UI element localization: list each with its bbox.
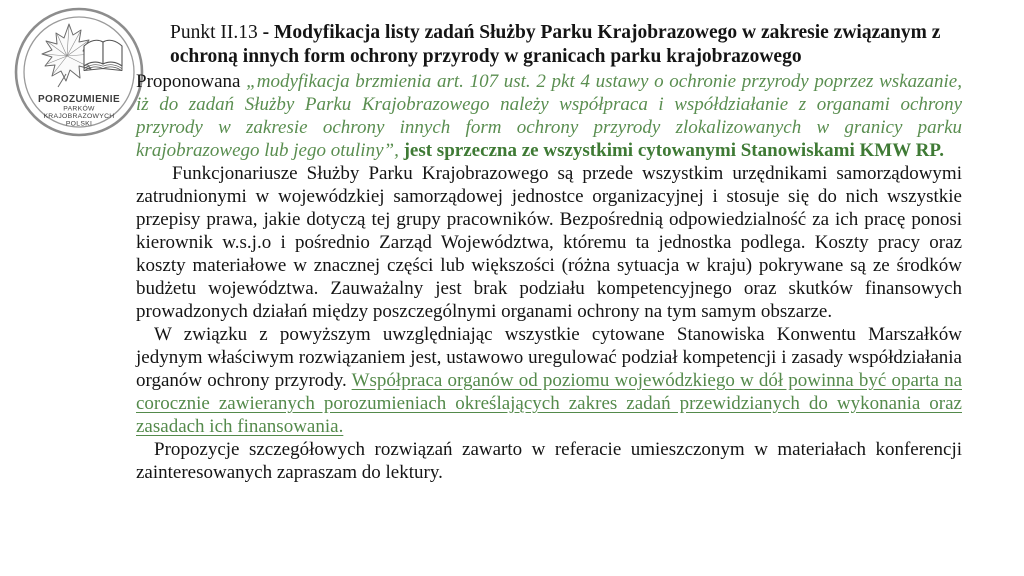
title-item-number: Punkt II.13 <box>170 22 263 43</box>
paragraph-conclusions-intro: W związku z powyższym uwzględniając wszystkie cytowane Stanowiska Konwentu Marszałków jedynym właściwym rozwiązaniem jest, ustawowo uregulować podział kompetencji i zasady współdziałania organów ochrony przyrody. <box>136 324 962 391</box>
proposal-conclusion-text: jest sprzeczna ze wszystkimi cytowanymi Stanowiskami KMW RP. <box>403 140 944 161</box>
paragraph-conclusions-highlight: Współpraca organów od poziomu wojewódzkiego w dół powinna być oparta na corocznie zawieranych porozumieniach określających zakres zadań przewidzianych do wykonania oraz zasadach ich finansowania. <box>136 370 962 437</box>
logo-text-polski: POLSKI <box>65 120 93 128</box>
logo-porozumienie-parkow-krajobrazowych <box>11 4 147 140</box>
proposal-paragraph <box>136 70 962 162</box>
page-title <box>170 21 952 69</box>
logo-text-parkow: PARKÓW <box>63 105 95 113</box>
logo-text-porozumienie: POROZUMIENIE <box>37 94 121 105</box>
document-body <box>136 21 962 484</box>
paragraph-invitation: Propozycje szczegółowych rozwiązań zawarto w referacie umieszczonym w materiałach konferencji zainteresowanych zapraszam do lektury. <box>136 439 962 483</box>
logo-text-krajobrazowych: KRAJOBRAZOWYCH <box>43 113 115 120</box>
paragraph-functionaries: Funkcjonariusze Służby Parku Krajobrazowego są przede wszystkim urzędnikami samorządowymi zatrudnionymi w wojewódzkiej samorządowej jednostce organizacyjnej i stosuje się do nich wszystkie przepisy prawa, jakie dotyczą tej grupy pracowników. Bezpośrednią odpowiedzialność za ich pracę ponosi kierownik w.s.j.o i pośrednio Zarząd Województwa, któremu ta jednostka podlega. Koszty pracy oraz koszty materiałowe w znacznej części lub większości (różna sytuacja w kraju) pokrywane są ze środków budżetu województwa. Zauważalny jest brak podziału kompetencyjnego oraz skutków finansowych prowadzonych działań między poszczególnymi organami ochrony na tym samym obszarze. <box>136 163 962 322</box>
proposal-lead-text: Proponowana <box>136 71 247 92</box>
logo-seal-icon <box>11 4 147 140</box>
paragraph-conclusions <box>136 323 962 438</box>
title-text: - Modyfikacja listy zadań Służby Parku Krajobrazowego w zakresie związanym z ochroną innych form ochrony przyrody w granicach parku krajobrazowego <box>170 22 941 67</box>
proposal-quoted-amendment: „modyfikacja brzmienia art. 107 ust. 2 pkt 4 ustawy o ochronie przyrody poprzez wskazanie, iż do zadań Służby Parku Krajobrazowego należy współpraca i współdziałanie z organami ochrony przyrody w zakresie ochrony innych form ochrony przyrody zlokalizowanych w granicy parku krajobrazowego lub jego otuliny”, <box>136 71 962 161</box>
